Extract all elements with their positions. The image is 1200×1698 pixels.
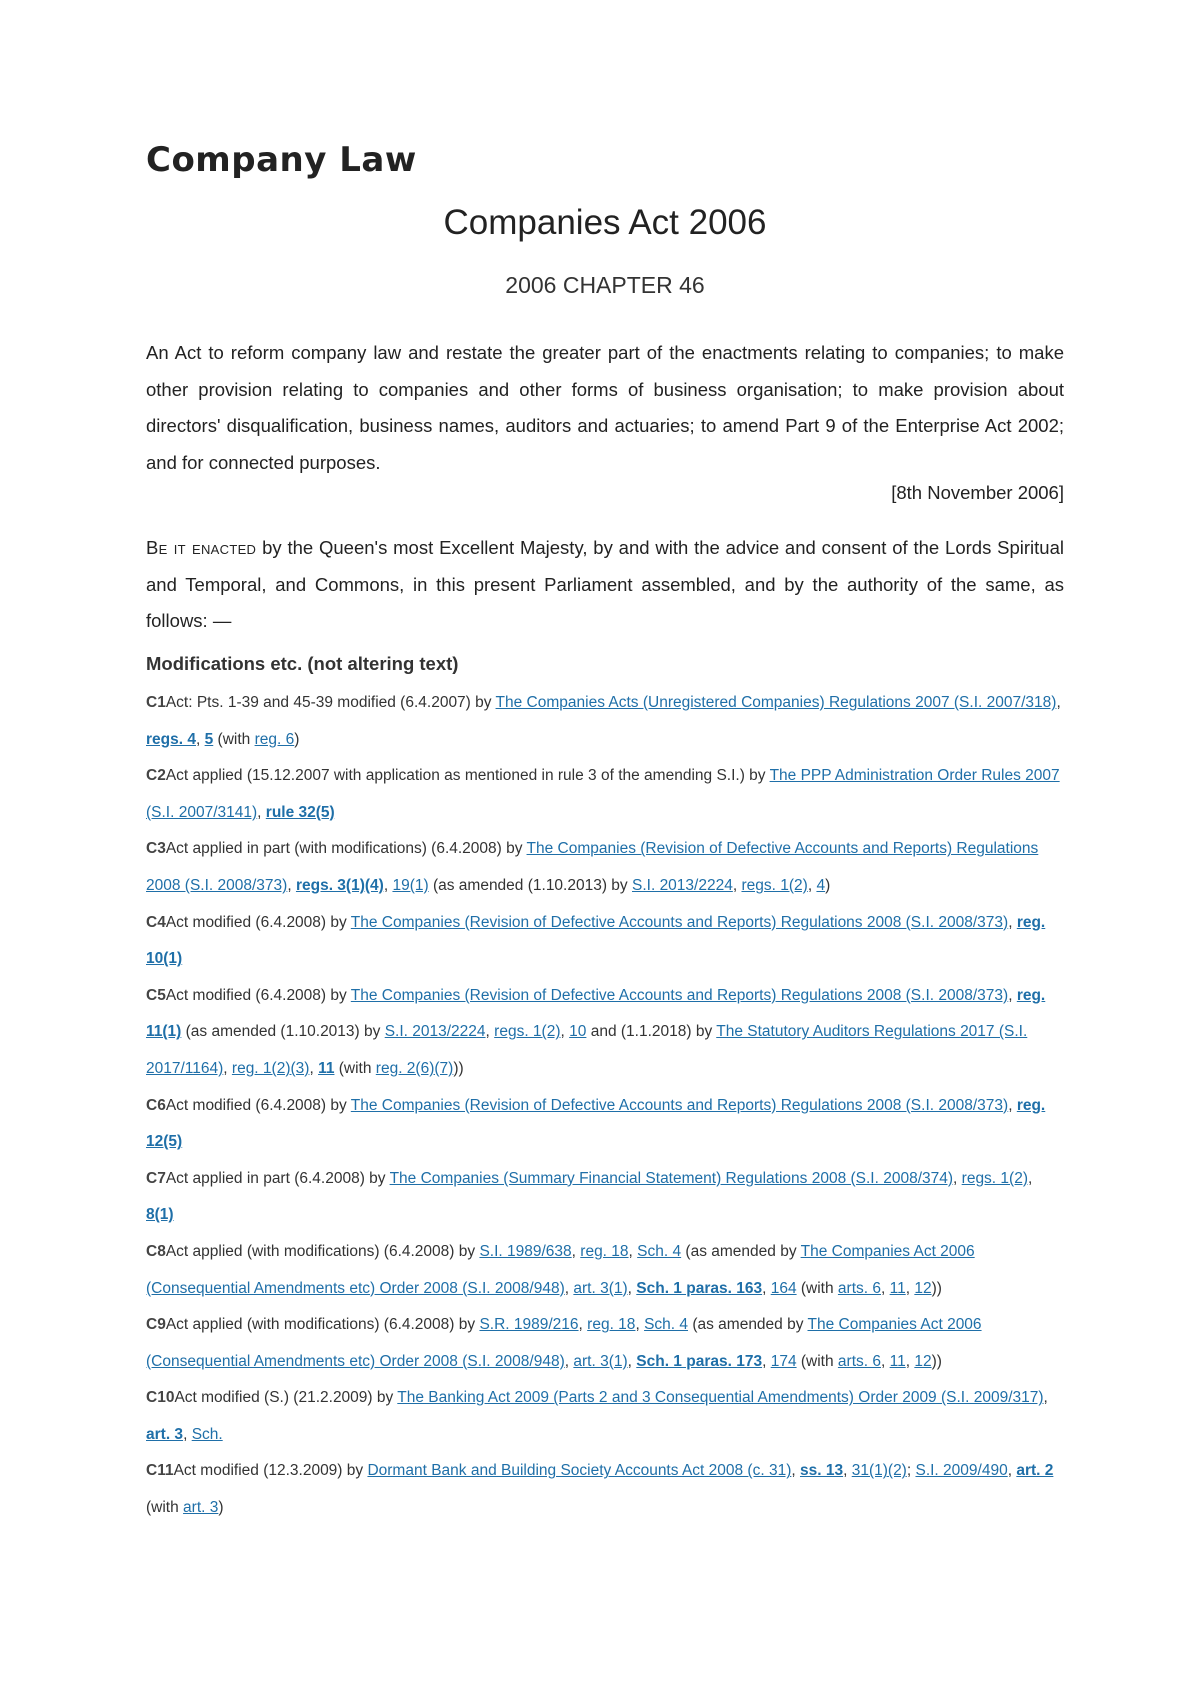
act-title: Companies Act 2006	[443, 203, 767, 242]
citation-link[interactable]: Sch. 1 paras. 173	[636, 1352, 763, 1370]
modification-text: ,	[1008, 986, 1017, 1004]
modification-code: C6	[146, 1096, 166, 1114]
citation-link[interactable]: 11	[889, 1352, 906, 1370]
modification-item-c2	[146, 758, 1064, 831]
modification-item-c5	[146, 978, 1064, 1088]
act-chapter: 2006 CHAPTER 46	[505, 272, 705, 298]
modification-code: C11	[146, 1462, 174, 1480]
citation-link[interactable]: art. 3	[183, 1499, 219, 1517]
citation-link[interactable]: The PPP Administration Order Rules 2007 (S.I. 2007/3141)	[146, 767, 1060, 821]
citation-link[interactable]: The Companies (Revision of Defective Accounts and Reports) Regulations 2008 (S.I. 2008/373)	[350, 913, 1009, 931]
citation-link[interactable]: 4	[816, 876, 826, 894]
citation-link[interactable]: 174	[770, 1352, 797, 1370]
modification-code: C5	[146, 986, 166, 1004]
modification-text: ,	[564, 1279, 574, 1297]
modification-text: ,	[560, 1023, 570, 1041]
modification-text: ,	[183, 1425, 192, 1443]
enacting-small-caps: Be it enacted	[146, 537, 257, 558]
citation-link[interactable]: S.I. 2013/2224	[384, 1023, 486, 1041]
citation-link[interactable]: Dormant Bank and Building Society Accounts Act 2008 (c. 31)	[367, 1462, 792, 1480]
citation-link[interactable]: rule 32(5)	[265, 803, 335, 821]
modification-text: ,	[732, 876, 742, 894]
modification-text: ,	[571, 1242, 581, 1260]
citation-link[interactable]: art. 2	[1016, 1462, 1054, 1480]
modification-code: C8	[146, 1242, 166, 1260]
modification-text: ,	[843, 1462, 852, 1480]
citation-link[interactable]: 5	[204, 730, 214, 748]
modification-text: ,	[762, 1352, 771, 1370]
citation-link[interactable]: 19(1)	[392, 876, 429, 894]
modification-text: (as amended by	[688, 1316, 808, 1334]
modification-code: C9	[146, 1316, 166, 1334]
citation-link[interactable]: S.R. 1989/216	[479, 1316, 579, 1334]
citation-link[interactable]: reg. 18	[580, 1242, 629, 1260]
enactment-date: [8th November 2006]	[891, 482, 1064, 503]
long-title: An Act to reform company law and restate the greater part of the enactments relating to companies; to make other provision relating to companies and other forms of business organisation; to make provision about directors' disqualification, business names, auditors and actuaries; to amend Part 9 of the Enterprise Act 2002; and for connected purposes.	[146, 342, 1064, 473]
modification-code: C7	[146, 1169, 166, 1187]
modification-code: C10	[146, 1389, 175, 1407]
citation-link[interactable]: S.I. 1989/638	[479, 1242, 572, 1260]
modification-item-c8	[146, 1234, 1064, 1307]
citation-link[interactable]: The Companies Act 2006 (Consequential Amendments etc) Order 2008 (S.I. 2008/948)	[146, 1316, 982, 1370]
citation-link[interactable]: Sch. 4	[644, 1316, 689, 1334]
modification-text: Act modified (6.4.2008) by	[165, 986, 351, 1004]
modification-text: (as amended (1.10.2013) by	[181, 1023, 385, 1041]
citation-link[interactable]: 164	[770, 1279, 797, 1297]
modification-text: ))	[931, 1352, 942, 1370]
modification-text: ,	[791, 1462, 800, 1480]
modification-text: (with	[146, 1499, 184, 1517]
modification-text: ,	[628, 1242, 638, 1260]
citation-link[interactable]: S.I. 2009/490	[915, 1462, 1008, 1480]
modification-text: and (1.1.2018) by	[586, 1023, 717, 1041]
modification-text: ,	[578, 1316, 588, 1334]
modification-item-c11	[146, 1453, 1064, 1526]
modification-text: ,	[807, 876, 817, 894]
citation-link[interactable]: reg. 18	[587, 1316, 636, 1334]
citation-link[interactable]: 11	[318, 1059, 335, 1077]
modification-item-c7	[146, 1161, 1064, 1234]
modification-text: ,	[564, 1352, 574, 1370]
modification-text: Act applied (with modifications) (6.4.2008) by	[165, 1242, 480, 1260]
citation-link[interactable]: Sch. 4	[637, 1242, 682, 1260]
citation-link[interactable]: 10	[569, 1023, 587, 1041]
citation-link[interactable]: art. 3(1)	[573, 1279, 628, 1297]
citation-link[interactable]: The Companies (Summary Financial Statement) Regulations 2008 (S.I. 2008/374)	[389, 1169, 954, 1187]
modification-text: ,	[627, 1352, 637, 1370]
modification-text: ,	[905, 1279, 915, 1297]
modification-text: ))	[453, 1059, 464, 1077]
citation-link[interactable]: regs. 4	[146, 730, 196, 748]
modification-text: ,	[257, 803, 266, 821]
modification-text: ,	[1056, 694, 1061, 711]
modification-text: ,	[953, 1169, 962, 1187]
modification-code: C2	[146, 767, 166, 785]
citation-link[interactable]: 8(1)	[146, 1206, 174, 1224]
modification-item-c10	[146, 1380, 1064, 1453]
citation-link[interactable]: reg. 12(5)	[146, 1096, 1046, 1151]
modifications-list	[146, 685, 1064, 1527]
modification-text: ,	[1043, 1389, 1048, 1407]
modification-text: ,	[881, 1352, 890, 1370]
modification-text: Act modified (6.4.2008) by	[165, 1096, 351, 1114]
modification-text: Act modified (6.4.2008) by	[165, 913, 351, 931]
modification-text: Act: Pts. 1-39 and 45-39 modified (6.4.2007) by	[165, 694, 496, 711]
modification-text: ,	[383, 876, 393, 894]
modification-text: Act applied (15.12.2007 with application as mentioned in rule 3 of the amending S.I.) by	[165, 767, 770, 785]
modification-text: (with	[796, 1279, 838, 1297]
modification-text: ,	[1007, 1462, 1017, 1480]
modification-code: C3	[146, 840, 166, 858]
enacting-text: by the Queen's most Excellent Majesty, by and with the advice and consent of the Lords Spiritual and Temporal, and Commons, in this present Parliament assembled, and by the authority of the same, as follows: —	[146, 537, 1064, 631]
modification-text: (as amended by	[681, 1242, 801, 1260]
modification-text: ,	[195, 730, 205, 748]
modification-text: (with	[213, 730, 255, 748]
citation-link[interactable]: regs. 1(2)	[961, 1169, 1028, 1187]
modification-text: ,	[223, 1059, 232, 1077]
citation-link[interactable]: The Banking Act 2009 (Parts 2 and 3 Consequential Amendments) Order 2009 (S.I. 2009/317)	[397, 1389, 1044, 1407]
citation-link[interactable]: The Companies Acts (Unregistered Companies) Regulations 2007 (S.I. 2007/318)	[495, 694, 1057, 711]
modification-text: ;	[906, 1462, 916, 1480]
citation-link[interactable]: The Companies (Revision of Defective Accounts and Reports) Regulations 2008 (S.I. 2008/373)	[146, 840, 1039, 894]
modification-text: ,	[309, 1059, 319, 1077]
citation-link[interactable]: 12	[914, 1279, 932, 1297]
citation-link[interactable]: regs. 3(1)(4)	[295, 876, 384, 894]
citation-link[interactable]: 12	[914, 1352, 932, 1370]
modification-code: C1	[146, 694, 166, 711]
modification-text: ,	[635, 1316, 645, 1334]
modification-text: ,	[905, 1352, 915, 1370]
citation-link[interactable]: 11	[889, 1279, 906, 1297]
modification-text: ,	[1008, 913, 1017, 931]
citation-link[interactable]: The Companies (Revision of Defective Accounts and Reports) Regulations 2008 (S.I. 2008/373)	[350, 1096, 1009, 1114]
citation-link[interactable]: Sch. 1 paras. 163	[636, 1279, 763, 1297]
citation-link[interactable]: regs. 1(2)	[741, 876, 808, 894]
modification-text: ,	[762, 1279, 771, 1297]
modification-text: ,	[881, 1279, 890, 1297]
citation-link[interactable]: reg. 11(1)	[146, 986, 1046, 1041]
citation-link[interactable]: art. 3(1)	[573, 1352, 628, 1370]
modification-text: )	[218, 1499, 224, 1517]
citation-link[interactable]: art. 3	[146, 1425, 184, 1443]
modification-text: ,	[1028, 1169, 1033, 1187]
modification-text: )	[294, 730, 300, 748]
modifications-heading: Modifications etc. (not altering text)	[146, 653, 459, 674]
modification-item-c6	[146, 1088, 1064, 1161]
modification-text: ,	[627, 1279, 637, 1297]
citation-link[interactable]: ss. 13	[799, 1462, 844, 1480]
document-title: Company Law	[146, 140, 417, 180]
citation-link[interactable]: S.I. 2013/2224	[632, 876, 733, 894]
modification-text: )	[825, 876, 831, 894]
citation-link[interactable]: regs. 1(2)	[494, 1023, 561, 1041]
modification-item-c1	[146, 685, 1064, 758]
enacting-formula	[146, 530, 1064, 640]
modification-text: Act modified (12.3.2009) by	[173, 1462, 368, 1480]
modification-text: Act modified (S.) (21.2.2009) by	[174, 1389, 398, 1407]
modification-code: C4	[146, 913, 166, 931]
modification-text: ,	[1008, 1096, 1017, 1114]
citation-link[interactable]: reg. 10(1)	[146, 913, 1046, 968]
modification-text: (as amended (1.10.2013) by	[428, 876, 632, 894]
citation-link[interactable]: The Companies Act 2006 (Consequential Amendments etc) Order 2008 (S.I. 2008/948)	[146, 1242, 975, 1297]
modification-text: (with	[796, 1352, 838, 1370]
citation-link[interactable]: The Statutory Auditors Regulations 2017 (S.I. 2017/1164)	[146, 1023, 1028, 1077]
citation-link[interactable]: The Companies (Revision of Defective Accounts and Reports) Regulations 2008 (S.I. 2008/373)	[350, 986, 1009, 1004]
modification-text: Act applied in part (with modifications) (6.4.2008) by	[165, 840, 527, 858]
modification-text: ,	[287, 876, 296, 894]
citation-link[interactable]: 31(1)(2)	[851, 1462, 907, 1480]
citation-link[interactable]: arts. 6	[837, 1279, 881, 1297]
modification-item-c9	[146, 1307, 1064, 1380]
modification-item-c3	[146, 831, 1064, 904]
citation-link[interactable]: reg. 2(6)(7)	[375, 1059, 454, 1077]
citation-link[interactable]: reg. 6	[254, 730, 295, 748]
modification-item-c4	[146, 905, 1064, 978]
modification-text: Act applied in part (6.4.2008) by	[165, 1169, 390, 1187]
modification-text: ))	[931, 1279, 942, 1297]
citation-link[interactable]: reg. 1(2)(3)	[231, 1059, 310, 1077]
modification-text: Act applied (with modifications) (6.4.2008) by	[165, 1316, 480, 1334]
citation-link[interactable]: arts. 6	[837, 1352, 881, 1370]
modification-text: ,	[485, 1023, 495, 1041]
modification-text: (with	[334, 1059, 376, 1077]
citation-link[interactable]: Sch.	[191, 1425, 223, 1443]
